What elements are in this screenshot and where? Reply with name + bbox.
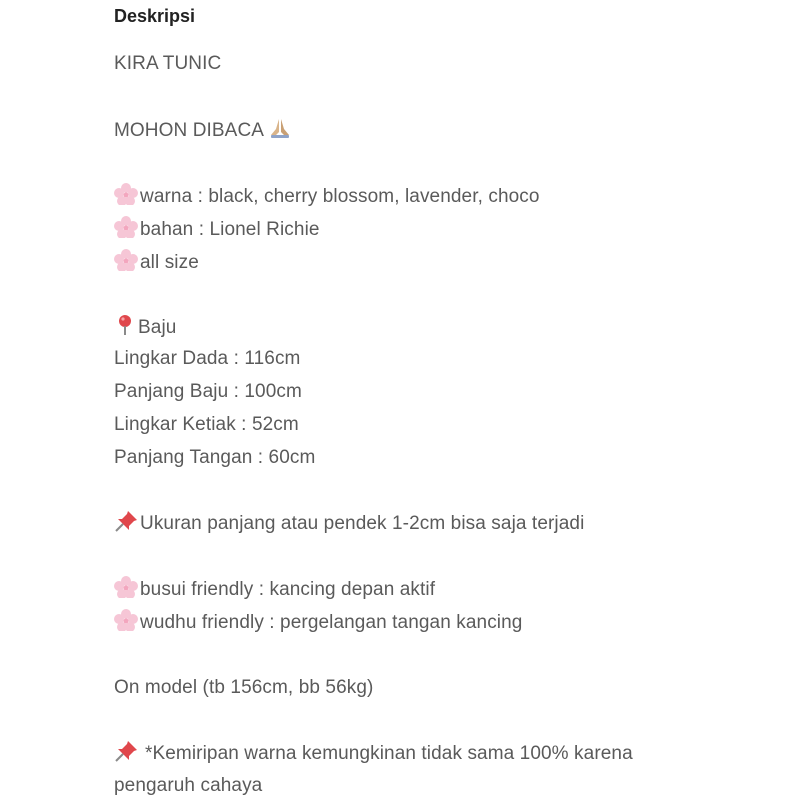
spec-text: bahan : Lionel Richie bbox=[140, 219, 320, 240]
color-note-continuation: pengaruh cahaya bbox=[114, 775, 263, 796]
section-title: Deskripsi bbox=[114, 6, 196, 26]
round-pushpin-icon bbox=[114, 314, 136, 336]
spec-line-size bbox=[114, 249, 199, 276]
spec-line-material bbox=[114, 216, 320, 243]
spec-text: warna : black, cherry blossom, lavender, choco bbox=[140, 186, 540, 207]
notice-line bbox=[114, 117, 294, 144]
size-title-line bbox=[114, 314, 176, 341]
size-note-text: Ukuran panjang atau pendek 1-2cm bisa saja terjadi bbox=[140, 513, 585, 534]
measurement-line: Lingkar Dada : 116cm bbox=[114, 348, 301, 369]
feature-line bbox=[114, 576, 435, 603]
color-note-line bbox=[114, 740, 633, 767]
notice-text: MOHON DIBACA bbox=[114, 120, 263, 141]
measurement-line: Panjang Tangan : 60cm bbox=[114, 447, 316, 468]
product-name: KIRA TUNIC bbox=[114, 53, 222, 74]
size-title-text: Baju bbox=[138, 317, 177, 338]
measurement-line: Panjang Baju : 100cm bbox=[114, 381, 302, 402]
cherry-blossom-icon bbox=[114, 249, 138, 271]
model-info: On model (tb 156cm, bb 56kg) bbox=[114, 677, 374, 698]
cherry-blossom-icon bbox=[114, 183, 138, 205]
measurement-line: Lingkar Ketiak : 52cm bbox=[114, 414, 299, 435]
color-note-text: *Kemiripan warna kemungkinan tidak sama 100% karena bbox=[145, 743, 633, 764]
cherry-blossom-icon bbox=[114, 216, 138, 238]
spec-text: all size bbox=[140, 252, 199, 273]
pushpin-icon bbox=[114, 740, 138, 762]
size-note-line bbox=[114, 510, 584, 537]
praying-hands-icon bbox=[268, 117, 292, 139]
feature-text: busui friendly : kancing depan aktif bbox=[140, 579, 436, 600]
pushpin-icon bbox=[114, 510, 138, 532]
feature-line bbox=[114, 609, 522, 636]
cherry-blossom-icon bbox=[114, 609, 138, 631]
spec-line-color bbox=[114, 183, 540, 210]
cherry-blossom-icon bbox=[114, 576, 138, 598]
feature-text: wudhu friendly : pergelangan tangan kancing bbox=[140, 612, 523, 633]
